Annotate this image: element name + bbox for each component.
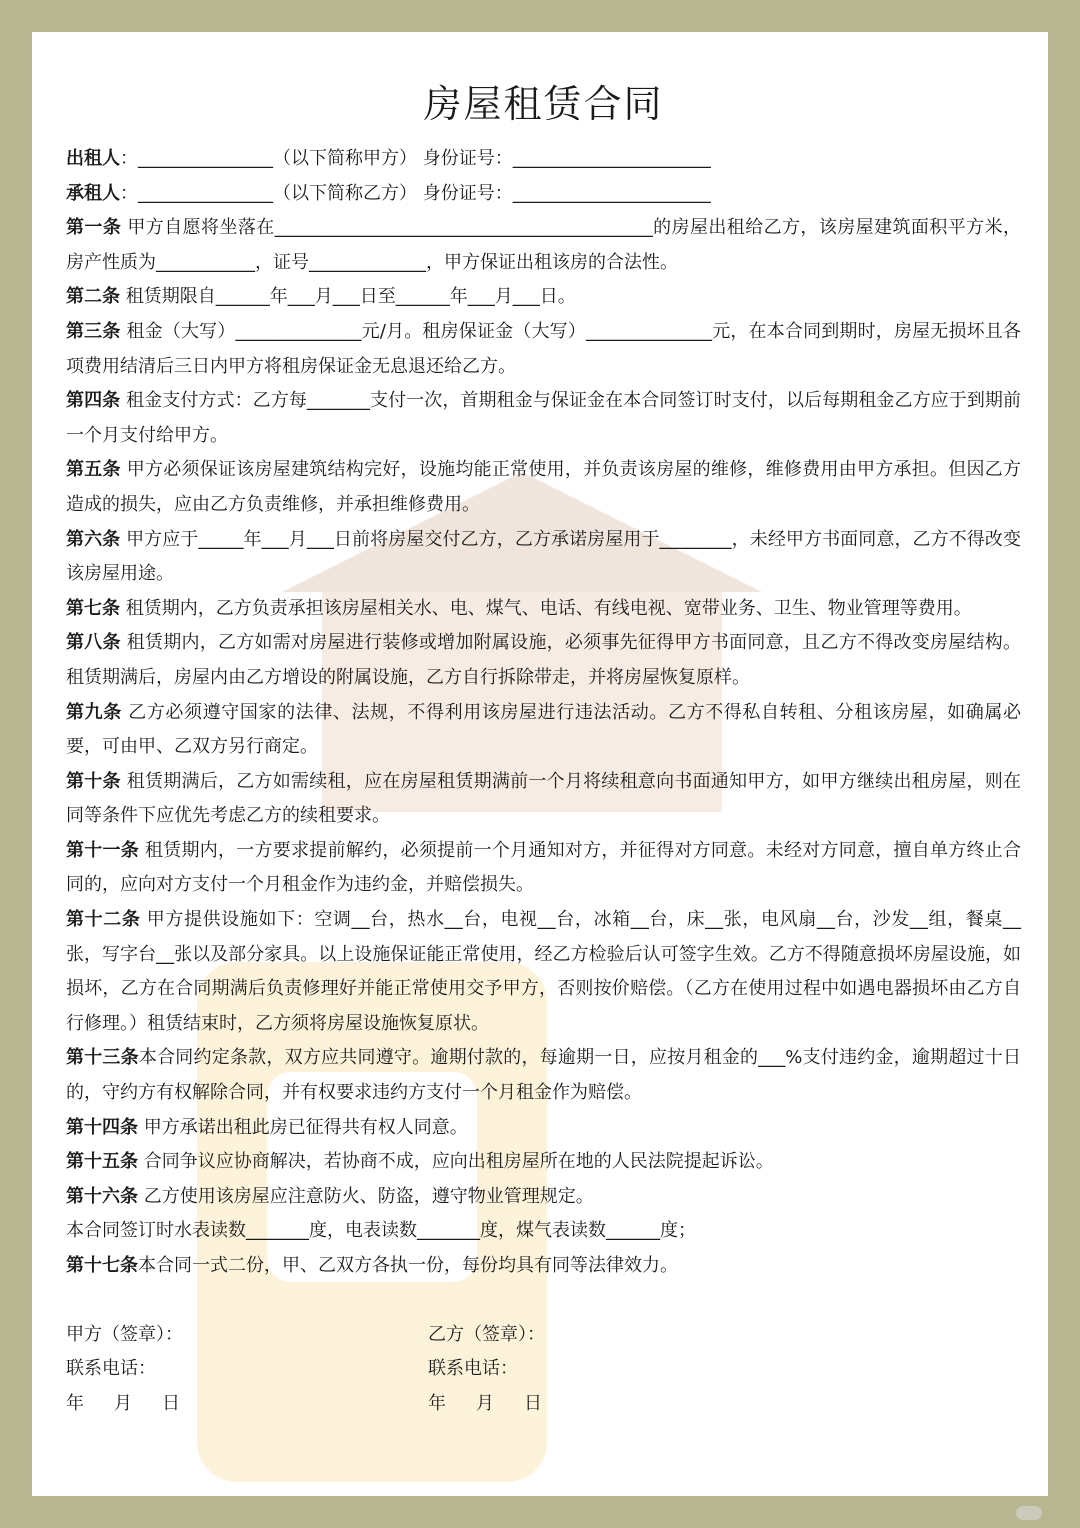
clause-label: 第十四条: [66, 1116, 138, 1138]
clause-text: 甲方必须保证该房屋建筑结构完好，设施均能正常使用，并负责该房屋的维修，维修费用由甲方承担。但因乙方造成的损失，应由乙方负责维修，并承担维修费用。: [66, 459, 1021, 515]
clause-label: 第九条: [66, 701, 122, 723]
clause-7: [66, 592, 1021, 627]
clause-label: 第十条: [66, 770, 121, 792]
lessor-line: [66, 142, 1021, 177]
clause-text: 租赁期内，一方要求提前解约，必须提前一个月通知对方，并征得对方同意。未经对方同意，擅自单方终止合同的，应向对方支付一个月租金作为违约金，并赔偿损失。: [66, 839, 1022, 896]
clause-text: 本合同一式二份，甲、乙双方各执一份，每份均具有同等法律效力。: [138, 1255, 678, 1276]
clause-11: [66, 834, 1021, 903]
clause-4: [66, 384, 1021, 453]
clause-2: [66, 280, 1021, 315]
clause-15: [66, 1145, 1021, 1180]
meter-readings: [66, 1214, 1021, 1249]
clause-12: [66, 903, 1021, 1041]
month-label: 月: [476, 1392, 494, 1414]
clause-label: 第十三条: [66, 1047, 139, 1069]
lessee-label: 承租人: [66, 182, 120, 204]
clause-text: 甲方提供设施如下：空调__台，热水__台，电视__台，冰箱__台，床__张，电风扇__台，沙发__组，餐桌__张，写字台__张以及部分家具。以上设施保证能正常使用，经乙方检验后认可签字生效。乙方不得随意损坏房屋设施，如损坏，乙方在合同期满后负责修理好并能正常使用交予甲方，否则按价赔偿。（乙方在使用过程中如遇电器损坏由乙方自行修理。）租赁结束时，乙方须将房屋设施恢复原状。: [66, 909, 1021, 1034]
clause-1: [66, 211, 1021, 280]
clause-text: 本合同约定条款，双方应共同遵守。逾期付款的，每逾期一日，应按月租金的___%支付违约金，逾期超过十日的，守约方有权解除合同，并有权要求违约方支付一个月租金作为赔偿。: [66, 1047, 1021, 1104]
clause-text: 乙方使用该房屋应注意防火、防盗，遵守物业管理规定。: [143, 1185, 594, 1207]
clause-13: [66, 1041, 1021, 1110]
clause-label: 第十六条: [66, 1185, 138, 1207]
clause-17: [66, 1249, 1021, 1284]
clause-label: 第七条: [66, 597, 120, 619]
clause-text: 租金支付方式：乙方每_______支付一次，首期租金与保证金在本合同签订时支付，以后每期租金乙方应于到期前一个月支付给甲方。: [66, 390, 1021, 446]
signature-row: [66, 1318, 1021, 1353]
clause-10: [66, 765, 1021, 834]
clause-label: 第八条: [66, 632, 121, 654]
party-a-date: [66, 1387, 210, 1422]
clause-text: 甲方承诺出租此房已征得共有权人同意。: [143, 1116, 468, 1138]
date-row: [66, 1387, 1021, 1422]
clause-label: 第三条: [66, 320, 121, 342]
clause-text: 甲方应于_____年___月___日前将房屋交付乙方，乙方承诺房屋用于________，未经甲方书面同意，乙方不得改变该房屋用途。: [66, 528, 1021, 585]
clause-text: 租金（大写）______________元/月。租房保证金（大写）______________元，在本合同到期时，房屋无损坏且各项费用结清后三日内甲方将租房保证金无息退还给乙方。: [66, 320, 1021, 377]
clause-text: 租赁期满后，乙方如需续租，应在房屋租赁期满前一个月将续租意向书面通知甲方，如甲方继续出租房屋，则在同等条件下应优先考虑乙方的续租要求。: [66, 770, 1021, 827]
party-b-seal: 乙方（签章）：: [428, 1323, 545, 1345]
year-label: 年: [66, 1392, 84, 1414]
clause-label: 第十七条: [66, 1255, 138, 1276]
clause-label: 第五条: [66, 459, 121, 481]
party-a-phone: 联系电话：: [66, 1358, 156, 1380]
clause-label: 第十五条: [66, 1151, 138, 1173]
year-label: 年: [428, 1392, 446, 1414]
clause-16: [66, 1180, 1021, 1215]
party-a-seal: 甲方（签章）：: [66, 1323, 183, 1345]
clause-label: 第二条: [66, 286, 120, 308]
clause-label: 第四条: [66, 390, 121, 412]
lessee-line: [66, 177, 1021, 212]
clause-3: [66, 315, 1021, 384]
phone-row: [66, 1352, 1021, 1387]
clause-label: 第十一条: [66, 839, 140, 861]
day-label: 日: [162, 1392, 180, 1414]
month-label: 月: [114, 1392, 132, 1414]
clause-text: 租赁期内，乙方如需对房屋进行装修或增加附属设施，必须事先征得甲方书面同意，且乙方不得改变房屋结构。租赁期满后，房屋内由乙方增设的附属设施，乙方自行拆除带走，并将房屋恢复原样。: [66, 632, 1021, 688]
clause-text: 租赁期内，乙方负责承担该房屋相关水、电、煤气、电话、有线电视、宽带业务、卫生、物业管理等费用。: [125, 597, 972, 619]
meter-text: 本合同签订时水表读数_______度，电表读数_______度，煤气表读数______度；: [66, 1220, 696, 1242]
lessor-label: 出租人: [66, 148, 120, 169]
clause-8: [66, 626, 1021, 695]
clause-5: [66, 453, 1021, 522]
lessee-text: ：_______________（以下简称乙方） 身份证号：______________________: [120, 182, 711, 204]
day-label: 日: [524, 1392, 542, 1414]
corner-badge-icon: [1016, 1506, 1042, 1520]
contract-title: 房屋租赁合同: [423, 82, 664, 126]
clause-text: 乙方必须遵守国家的法律、法规，不得利用该房屋进行违法活动。乙方不得私自转租、分租该房屋，如确属必要，可由甲、乙双方另行商定。: [66, 701, 1021, 758]
clause-text: 甲方自愿将坐落在__________________________________________的房屋出租给乙方，该房屋建筑面积平方米，房产性质为___________，证号_____________，甲方保证出租该房的合法性。: [66, 217, 1021, 273]
party-b-date: [428, 1387, 572, 1422]
lessor-text: ：_______________（以下简称甲方） 身份证号：______________________: [120, 148, 711, 169]
clause-text: 合同争议应协商解决，若协商不成，应向出租房屋所在地的人民法院提起诉讼。: [143, 1151, 774, 1173]
contract-document: [66, 78, 1021, 1421]
clause-label: 第六条: [66, 528, 121, 550]
clause-6: [66, 523, 1021, 592]
clause-label: 第一条: [66, 217, 122, 239]
clause-14: [66, 1111, 1021, 1146]
party-b-phone: 联系电话：: [428, 1358, 518, 1380]
clause-text: 租赁期限自______年___月___日至______年___月___日。: [125, 286, 576, 308]
clause-9: [66, 696, 1021, 765]
contract-page: [32, 32, 1048, 1496]
clause-label: 第十二条: [66, 909, 141, 931]
